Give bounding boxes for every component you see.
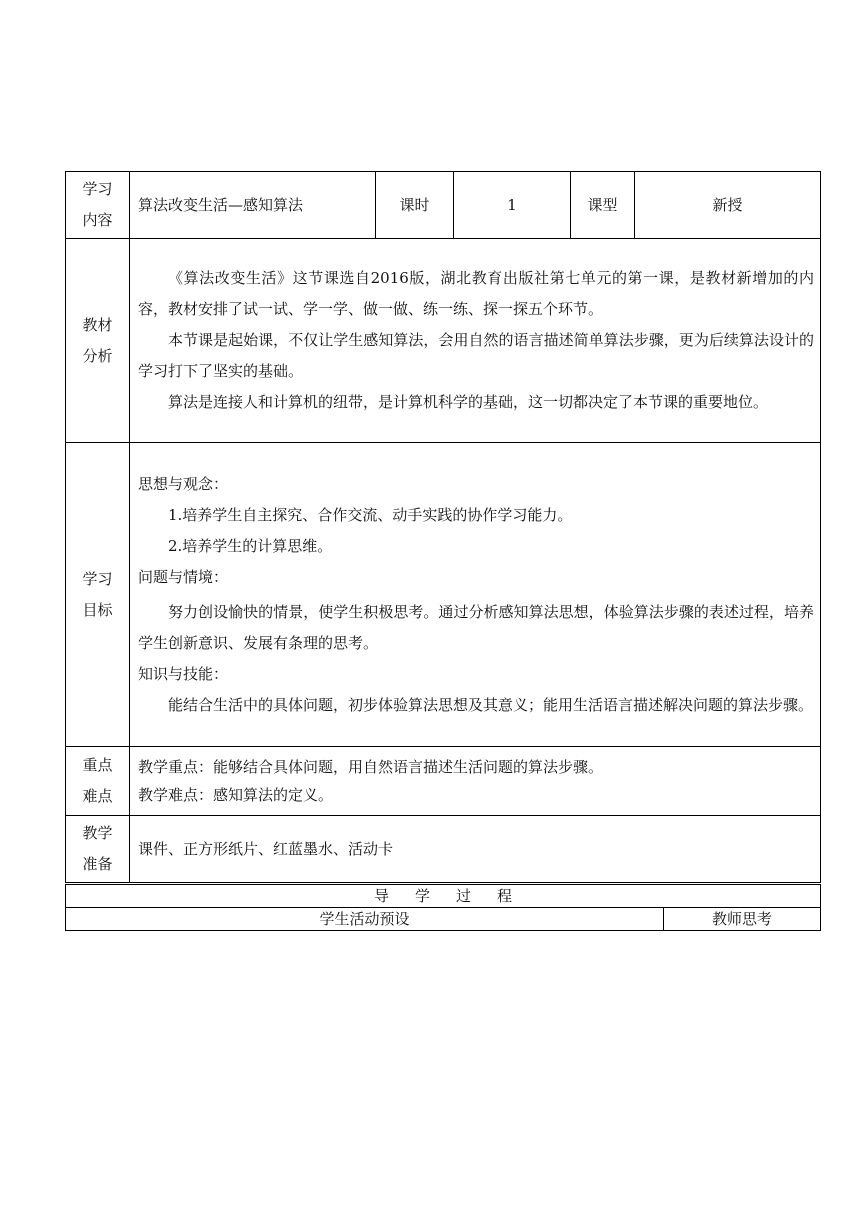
label-learning-content: 学习 内容 xyxy=(66,172,130,239)
column-teacher-thoughts: 教师思考 xyxy=(664,908,821,931)
preparation-text: 课件、正方形纸片、红蓝墨水、活动卡 xyxy=(130,816,821,883)
key-points-text xyxy=(130,747,821,816)
lesson-title: 算法改变生活—感知算法 xyxy=(130,172,376,239)
process-heading-row xyxy=(66,885,821,908)
analysis-paragraph: 《算法改变生活》这节课选自2016版，湖北教育出版社第七单元的第一课，是教材新增加的内容，教材安排了试一试、学一学、做一做、练一练、探一探五个环节。 xyxy=(138,269,814,318)
row-analysis xyxy=(66,239,821,443)
analysis-text xyxy=(130,239,821,443)
label-learning-goals: 学习 目标 xyxy=(66,443,130,747)
difficulty-line: 教学难点：感知算法的定义。 xyxy=(138,786,334,804)
process-table xyxy=(65,884,821,931)
label-key-points: 重点 难点 xyxy=(66,747,130,816)
label-lesson-type: 课型 xyxy=(571,172,635,239)
value-period: 1 xyxy=(454,172,571,239)
process-heading: 导学过程 xyxy=(66,885,821,908)
row-key-points xyxy=(66,747,821,816)
goal-item: 2.培养学生的计算思维。 xyxy=(168,536,333,555)
label-period: 课时 xyxy=(376,172,454,239)
column-student-activities: 学生活动预设 xyxy=(66,908,664,931)
goals-heading-ideas: 思想与观念： xyxy=(138,474,229,493)
goals-heading-skills: 知识与技能： xyxy=(138,664,229,683)
goal-item: 1.培养学生自主探究、合作交流、动手实践的协作学习能力。 xyxy=(168,505,573,524)
analysis-paragraph: 本节课是起始课，不仅让学生感知算法，会用自然的语言描述简单算法步骤，更为后续算法设计的学习打下了坚实的基础。 xyxy=(138,331,814,380)
goals-heading-problems: 问题与情境： xyxy=(138,567,229,586)
goals-paragraph: 努力创设愉快的情景，使学生积极思考。通过分析感知算法思想，体验算法步骤的表述过程，培养学生创新意识、发展有条理的思考。 xyxy=(138,602,814,652)
analysis-paragraph: 算法是连接人和计算机的纽带，是计算机科学的基础，这一切都决定了本节课的重要地位。 xyxy=(168,393,769,411)
process-columns-row xyxy=(66,908,821,931)
goals-text xyxy=(130,443,821,747)
value-lesson-type: 新授 xyxy=(635,172,821,239)
row-content xyxy=(66,172,821,239)
row-goals xyxy=(66,443,821,747)
label-material-analysis: 教材 分析 xyxy=(66,239,130,443)
label-preparation: 教学 准备 xyxy=(66,816,130,883)
lesson-plan-table xyxy=(65,171,821,883)
goals-paragraph: 能结合生活中的具体问题，初步体验算法思想及其意义；能用生活语言描述解决问题的算法步骤。 xyxy=(168,695,814,714)
key-point-line: 教学重点：能够结合具体问题，用自然语言描述生活问题的算法步骤。 xyxy=(138,758,604,776)
row-preparation xyxy=(66,816,821,883)
